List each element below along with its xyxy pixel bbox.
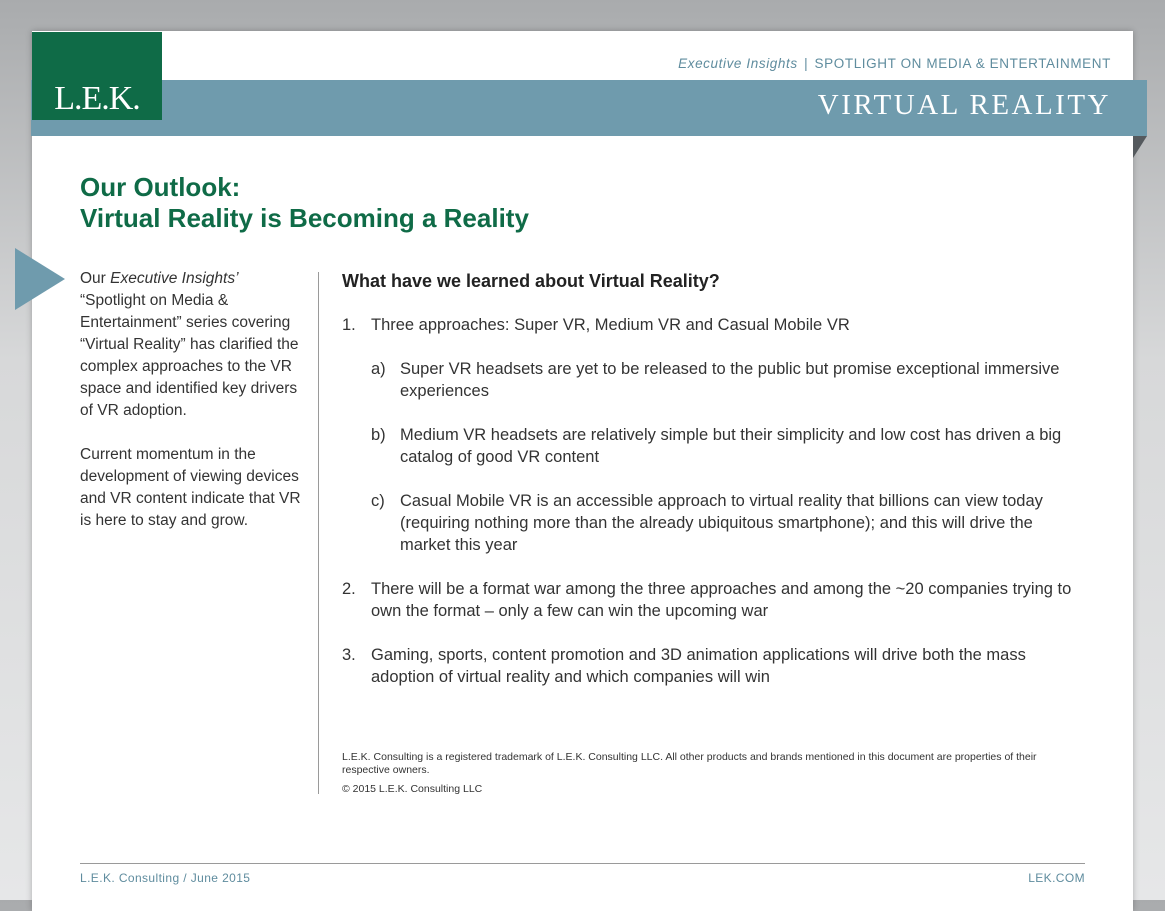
copyright-notice: © 2015 L.E.K. Consulting LLC (342, 783, 483, 795)
list-number: 1. (342, 316, 356, 334)
footer-date: L.E.K. Consulting / June 2015 (80, 871, 251, 885)
list-number: 2. (342, 580, 356, 598)
list-item (342, 644, 1087, 688)
header-separator: | (804, 56, 809, 71)
sub-list-text: Medium VR headsets are relatively simple but their simplicity and low cost has driven a big catalog of good VR content (400, 426, 1062, 466)
sub-list-item (371, 424, 1087, 468)
footer-divider (80, 863, 1085, 864)
list-item (342, 314, 1087, 556)
section-heading: What have we learned about Virtual Reality? (342, 271, 720, 291)
sub-list-letter: b) (371, 426, 386, 444)
list-item (342, 578, 1087, 622)
list-number: 3. (342, 646, 356, 664)
sidebar-p1-rest: “Spotlight on Media & Entertainment” series covering “Virtual Reality” has clarified the complex approaches to the VR space and identified key drivers of VR adoption. (80, 292, 299, 419)
list-item-text: Three approaches: Super VR, Medium VR and Casual Mobile VR (371, 316, 850, 334)
banner-fold (1133, 136, 1147, 158)
sub-list-text: Super VR headsets are yet to be released to the public but promise exceptional immersive experiences (400, 360, 1060, 400)
sub-list-letter: a) (371, 360, 386, 378)
column-divider (318, 272, 319, 794)
sidebar-paragraph-1 (80, 268, 305, 422)
sidebar-p1-lead: Our (80, 270, 111, 287)
page-title (80, 172, 529, 234)
footnote (342, 751, 1082, 802)
list-item-text: Gaming, sports, content promotion and 3D animation applications will drive both the mass adoption of virtual reality and which companies will win (371, 646, 1026, 686)
logo-text: L.E.K. (54, 80, 140, 117)
sub-list-item (371, 358, 1087, 402)
list-item-text: There will be a format war among the three approaches and among the ~20 companies trying to own the format – only a few can win the upcoming war (371, 580, 1072, 620)
lek-logo (32, 32, 162, 120)
main-content (342, 268, 1087, 688)
sidebar-summary (80, 268, 305, 554)
page-title-line1: Our Outlook: (80, 172, 241, 202)
page-title-line2: Virtual Reality is Becoming a Reality (80, 203, 529, 233)
trademark-notice: L.E.K. Consulting is a registered trademark of L.E.K. Consulting LLC. All other products and brands mentioned in this document are properties of their respective owners. (342, 751, 1037, 776)
arrow-marker (15, 248, 65, 310)
sidebar-p1-italic: Executive Insights’ (110, 270, 239, 287)
sub-list-letter: c) (371, 492, 385, 510)
banner-title: VIRTUAL REALITY (817, 89, 1111, 121)
series-header (678, 56, 1111, 71)
series-topic: SPOTLIGHT ON MEDIA & ENTERTAINMENT (814, 56, 1111, 71)
sub-list-item (371, 490, 1087, 556)
sidebar-paragraph-2: Current momentum in the development of viewing devices and VR content indicate that VR is here to stay and grow. (80, 446, 301, 529)
series-label: Executive Insights (678, 56, 798, 71)
footer-website-link[interactable]: LEK.COM (1028, 871, 1085, 885)
sub-list-text: Casual Mobile VR is an accessible approach to virtual reality that billions can view today (requiring nothing more than the already ubiquitous smartphone); and this will drive the market this year (400, 492, 1043, 554)
